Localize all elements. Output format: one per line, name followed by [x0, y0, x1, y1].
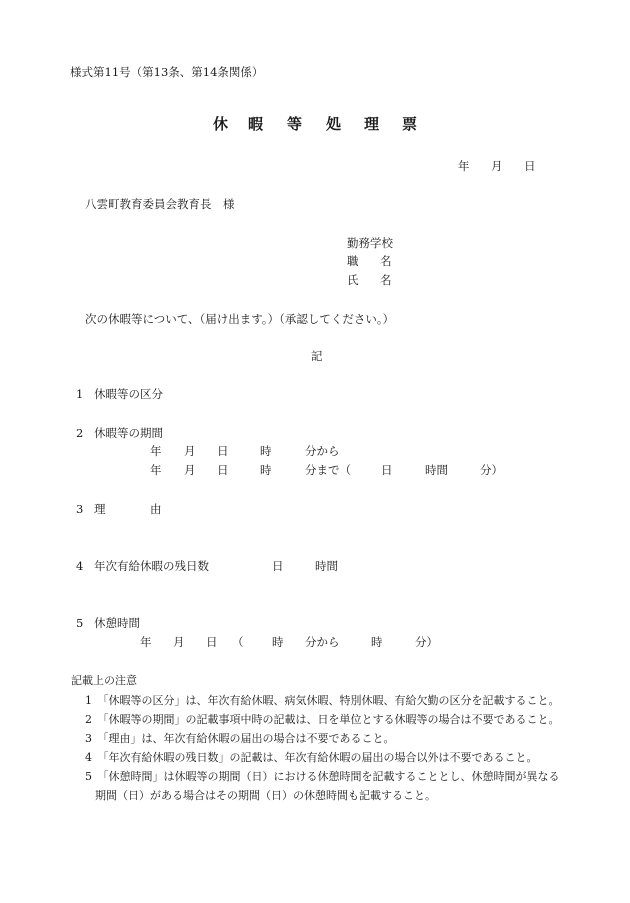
- date-month-label: 月: [491, 159, 503, 173]
- period-from-day: 日: [217, 444, 229, 458]
- date-year-label: 年: [458, 159, 470, 173]
- section-label: 休憩時間: [94, 616, 140, 630]
- section-number: 3: [76, 502, 84, 516]
- note-item: 4 「年次有給休暇の残日数」の記載は、年次有給休暇の届出の場合以外は不要であること。: [85, 751, 538, 764]
- note-item-continuation: 期間（日）がある場合はその期間（日）の休憩時間も記載すること。: [95, 789, 436, 802]
- notes-heading: 記載上の注意: [71, 674, 137, 687]
- period-to-day: 日: [217, 463, 229, 477]
- title-char: 票: [402, 115, 418, 133]
- break-day: 日: [206, 635, 218, 649]
- note-item: 5 「休憩時間」は休暇等の期間（日）における休憩時間を記載することとし、休憩時間が異なる: [85, 770, 560, 783]
- position-label-char: 職: [347, 254, 359, 268]
- note-item: 1 「休暇等の区分」は、年次有給休暇、病気休暇、特別休暇、有給欠勤の区分を記載すること。: [85, 694, 560, 707]
- section-number: 4: [76, 559, 84, 573]
- section-number: 5: [76, 616, 84, 630]
- section-label-char: 理: [94, 502, 106, 516]
- remaining-hour-unit: 時間: [315, 559, 338, 573]
- remaining-day-unit: 日: [272, 559, 284, 573]
- name-label-char: 名: [380, 273, 392, 287]
- ki-label: 記: [311, 349, 323, 363]
- period-from-hour: 時: [260, 444, 272, 458]
- break-from-minute: 分から: [305, 635, 340, 649]
- position-label-char: 名: [380, 254, 392, 268]
- section-number: 2: [76, 426, 84, 440]
- section-label: 休暇等の区分: [94, 387, 163, 401]
- addressee: 八雲町教育委員会教育長 様: [85, 197, 235, 211]
- period-total-day: 日: [381, 463, 393, 477]
- school-label: 勤務学校: [347, 236, 393, 250]
- period-to-hour: 時: [260, 463, 272, 477]
- period-from-minute: 分から: [305, 444, 340, 458]
- period-to-minute: 分まで（: [305, 463, 351, 477]
- period-to-month: 月: [184, 463, 196, 477]
- title-char: 暇: [248, 115, 264, 133]
- note-item: 2 「休暇等の期間」の記載事項中時の記載は、日を単位とする休暇等の場合は不要であること。: [85, 713, 560, 726]
- title-char: 休: [213, 115, 229, 133]
- break-to-minute: 分）: [415, 635, 438, 649]
- date-day-label: 日: [524, 159, 536, 173]
- section-label-char: 由: [150, 502, 162, 516]
- section-label: 休暇等の期間: [94, 426, 163, 440]
- name-label-char: 氏: [347, 273, 359, 287]
- break-month: 月: [173, 635, 185, 649]
- break-open-paren: （: [232, 635, 244, 649]
- section-number: 1: [76, 387, 84, 401]
- period-from-month: 月: [184, 444, 196, 458]
- section-label: 年次有給休暇の残日数: [94, 559, 209, 573]
- break-from-hour: 時: [272, 635, 284, 649]
- break-year: 年: [140, 635, 152, 649]
- period-total-minute: 分）: [480, 463, 503, 477]
- title-char: 理: [364, 115, 380, 133]
- break-to-hour: 時: [371, 635, 383, 649]
- request-text: 次の休暇等について、（届け出ます。）（承認してください。）: [85, 312, 395, 326]
- period-from-year: 年: [150, 444, 162, 458]
- note-item: 3 「理由」は、年次有給休暇の届出の場合は不要であること。: [85, 732, 395, 745]
- period-to-year: 年: [150, 463, 162, 477]
- period-total-hour: 時間: [425, 463, 448, 477]
- title-char: 処: [326, 115, 342, 133]
- title-char: 等: [287, 115, 303, 133]
- form-number: 様式第11号（第13条、第14条関係）: [70, 65, 264, 79]
